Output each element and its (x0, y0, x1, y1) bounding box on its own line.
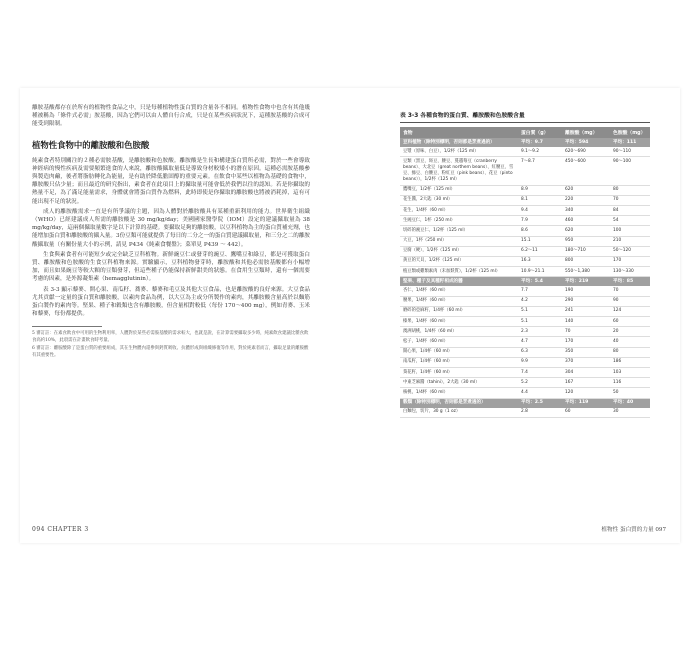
value-cell: 7.7 (518, 286, 562, 296)
value-cell: 90～110 (610, 147, 650, 157)
value-cell: 103 (610, 367, 650, 377)
value-cell: 20 (610, 327, 650, 337)
value-cell: 167 (562, 378, 610, 388)
value-cell: 620 (562, 226, 610, 236)
table-row (400, 378, 650, 388)
value-cell: 7～8.7 (518, 157, 562, 185)
food-cell: 花生醬，2大匙（30 ml） (400, 195, 518, 205)
paragraph: 表 3-3 顯示藜麥、開心果、南瓜籽、蕎麥、藜麥和毛豆及其他大豆食品，也是離胺酸的良好來源。大豆食品尤其貢獻一定量的蛋白質和離胺酸，以素肉食品為例，以大豆為主或分所製作的素肉，其離胺酸含量高於以麵筋蛋白製作的素肉等。堅果、種子和穀類也含有離胺酸，但含量相對較低（每份 170～400 mg），例如青麥、玉米和藜麥，每份都提供。 (32, 286, 310, 318)
value-cell: 16.3 (518, 256, 562, 266)
value-cell: 84 (610, 205, 650, 215)
paragraph: 生食與素食者有可能短少或完全缺乏豆科植物。新鮮豌豆仁或發芽的豌豆、鷹嘴豆和綠豆，都是可獲取蛋白質、離胺酸和色胺酸的生食豆科植物來源。實驗顯示，豆科植物發芽時，離胺酸和其他必需胺基酸都有小幅增加，而且如果豌豆等較大顆的豆類發芽，但這些種子仍能保持新鮮甜美的狀態。在食用生豆類時，還有一個需要考慮的因素，是外源凝集素（hemagglutinin）。 (32, 251, 310, 283)
value-cell: 180～710 (562, 246, 610, 256)
value-cell: 186 (610, 357, 650, 367)
value-cell: 平均：119 (562, 398, 610, 408)
food-cell: 堅果、種子及其種籽相成的醬 (400, 277, 518, 287)
value-cell: 370 (562, 357, 610, 367)
footnote: 6 審訂註：離胺酸除了是蛋白質的重要組成，其在生物體內還參與鈣質吸收、抗體形成與組織修復等作用，對於純素者而言，攝取足量的離胺酸有其重要性。 (32, 346, 309, 358)
table-group-row (400, 138, 650, 147)
table-row (400, 408, 650, 418)
value-cell: 平均：219 (562, 277, 610, 287)
value-cell: 平均：111 (610, 138, 650, 147)
value-cell: 平均：2.5 (518, 398, 562, 408)
table-group-row (400, 398, 650, 408)
section-heading: 植物性食物中的離胺酸和色胺酸 (32, 139, 150, 150)
value-cell: 170 (562, 337, 610, 347)
left-page-text (32, 104, 310, 361)
value-cell: 平均：9.7 (518, 138, 562, 147)
food-cell: 黃豆的天貝，1/2杯（125 ml） (400, 256, 518, 266)
value-cell: 30 (610, 408, 650, 418)
value-cell: 平均：594 (562, 138, 610, 147)
food-cell: 葵花籽，1/4杯（60 ml） (400, 367, 518, 377)
table-row (400, 205, 650, 215)
footnote-divider (32, 326, 102, 327)
value-cell: 4.2 (518, 296, 562, 306)
value-cell: 7.4 (518, 367, 562, 377)
table-row (400, 147, 650, 157)
food-cell: 花生，1/4杯（60 ml） (400, 205, 518, 215)
value-cell: 40 (610, 337, 650, 347)
table-row (400, 357, 650, 367)
value-cell: 7.9 (518, 216, 562, 226)
nutrient-table-block (400, 110, 650, 418)
value-cell: 4.7 (518, 337, 562, 347)
value-cell: 8.9 (518, 185, 562, 195)
value-cell: 54 (610, 216, 650, 226)
right-page (350, 88, 680, 543)
table-row (400, 185, 650, 195)
value-cell: 60 (610, 317, 650, 327)
value-cell: 50 (610, 388, 650, 398)
table-row (400, 157, 650, 185)
value-cell: 15.1 (518, 236, 562, 246)
table-row (400, 337, 650, 347)
value-cell: 124 (610, 306, 650, 316)
value-cell: 290 (562, 296, 610, 306)
value-cell: 50～120 (610, 246, 650, 256)
paragraph: 成人的離胺酸需求一直是有所爭議的主題，因為人體對於離胺酸具有某種重新利用的能力。世界衛生組織（WHO）已經建議成人所需的離胺酸是 30 mg/kg/day；美國國家醫學院（IOM）設定的建議攝取量為 38 mg/kg/day，這兩個攝取量數字是以下計算的基礎。要攝取足夠的離胺酸，以豆科植物為主的蛋白質補充劑，也能增加蛋白質和離胺酸的攝入量。3份豆類可能就提供了每日的二分之一的蛋白質建議攝取量，和三分之二的離胺酸攝取量（有關份量大小的示例，請見 P434《純素食餐盤》；菜單見 P439 ～ 442）。 (32, 208, 310, 248)
table-row (400, 388, 650, 398)
food-cell: 穀類（除特別標明，否則都是烹煮過的） (400, 398, 518, 408)
food-cell: 中東芝麻醬（tahini），2大匙（30 ml） (400, 378, 518, 388)
food-cell: 鷹嘴豆，1/2杯（125 ml） (400, 185, 518, 195)
paragraph: 純素食者特別關注的２種必需胺基酸，是離胺酸和色胺酸。離胺酸是生長和構建蛋白質所必需，對於一些會導致神經病的慢性疾病及需要頻繁進食的人來說，離胺酸攝取量低是導致身材較矮小的潛在原因。這種必需胺基酸參與製造肉鹼，後者將脂肪轉化為能量，是有助於降低膽固醇的重要元素。在飲食中某些以植物為基礎的食物中，離胺酸只佔少量；而且最近的研究指出，素食者在此項目上的攝取量可能會低於我們以往的認知。若是你攝取的熱量不足，為了滿足能量需求，身體就會將蛋白質作為燃料，此時即使是你攝取的離胺酸也將被消耗掉，這有可能出現不足的狀況。 (32, 157, 310, 205)
value-cell: 70 (610, 286, 650, 296)
food-cell: 腰果，1/4杯（60 ml） (400, 296, 518, 306)
page-folio-right: 植物性 蛋白質的力量 097 (601, 527, 666, 533)
table-group-row (400, 277, 650, 287)
food-cell: 磨碎的亞麻籽，1/4杯（60 ml） (400, 306, 518, 316)
value-cell: 9.9 (518, 357, 562, 367)
value-cell: 340 (562, 205, 610, 215)
value-cell: 140 (562, 317, 610, 327)
table-row (400, 286, 650, 296)
column-header: 離胺酸（mg） (562, 127, 610, 138)
value-cell: 2.8 (518, 408, 562, 418)
value-cell: 5.1 (518, 317, 562, 327)
table-row (400, 367, 650, 377)
value-cell: 100 (610, 226, 650, 236)
nutrient-table (400, 127, 650, 418)
food-cell: 松子，1/4杯（60 ml） (400, 337, 518, 347)
food-cell: 杏仁，1/4杯（60 ml） (400, 286, 518, 296)
food-cell: 澳洲胡桃，1/4杯（60 ml） (400, 327, 518, 337)
table-row (400, 226, 650, 236)
table-row (400, 347, 650, 357)
value-cell: 平均：5.4 (518, 277, 562, 287)
value-cell: 5.1 (518, 306, 562, 316)
value-cell: 190 (562, 286, 610, 296)
value-cell: 450～600 (562, 157, 610, 185)
value-cell: 550～1,380 (562, 267, 610, 277)
value-cell: 4.4 (518, 388, 562, 398)
value-cell: 170 (610, 256, 650, 266)
food-cell: 南瓜籽，1/4杯（60 ml） (400, 357, 518, 367)
left-page (20, 88, 350, 543)
value-cell: 2.3 (518, 327, 562, 337)
table-row (400, 195, 650, 205)
value-cell: 210 (610, 236, 650, 246)
value-cell: 350 (562, 347, 610, 357)
value-cell: 800 (562, 256, 610, 266)
food-cell: 豆腐（硬），1/2杯（125 ml） (400, 246, 518, 256)
food-cell: 榛果，1/4杯（60 ml） (400, 317, 518, 327)
value-cell: 70 (562, 327, 610, 337)
value-cell: 90 (610, 296, 650, 306)
food-cell: 植豆類或雞類素肉（未加麩質），1/2杯（125 ml） (400, 267, 518, 277)
table-title: 表 3-3 各種食物的蛋白質、離胺酸和色胺酸含量 (400, 110, 650, 123)
value-cell: 6.3 (518, 347, 562, 357)
value-cell: 80 (610, 347, 650, 357)
table-row (400, 296, 650, 306)
value-cell: 130～330 (610, 267, 650, 277)
column-header: 蛋白質（g） (518, 127, 562, 138)
value-cell: 10.9～21.1 (518, 267, 562, 277)
food-cell: 切碎的豌豆仁，1/2杯（125 ml） (400, 226, 518, 236)
value-cell: 9.4 (518, 205, 562, 215)
column-header: 色胺酸（mg） (610, 127, 650, 138)
food-cell: 開心果，1/4杯（60 ml） (400, 347, 518, 357)
value-cell: 620～690 (562, 147, 610, 157)
value-cell: 620 (562, 185, 610, 195)
table-row (400, 306, 650, 316)
food-cell: 大豆，1杯（250 ml） (400, 236, 518, 246)
footnote: 5 審訂註：在素食飲食中可用的生物利用率，人體對於某些必需胺基酸的需求較大，也就是說，在計算需要攝取多少時，純素飲食建議比雜食飲食高約10%，此項需在計畫飲食時考量。 (32, 331, 309, 343)
food-cell: 豆科植物（除特別標明，否則都是烹煮過的） (400, 138, 518, 147)
value-cell: 9.1～9.2 (518, 147, 562, 157)
value-cell: 460 (562, 216, 610, 226)
value-cell: 平均：40 (610, 398, 650, 408)
value-cell: 80 (610, 185, 650, 195)
food-cell: 白麵包，切片，30 g（1 oz） (400, 408, 518, 418)
value-cell: 8.6 (518, 226, 562, 236)
value-cell: 5.2 (518, 378, 562, 388)
value-cell: 平均：85 (610, 277, 650, 287)
table-row (400, 246, 650, 256)
book-spread (20, 88, 680, 543)
page-folio-left: 094 CHAPTER 3 (32, 526, 89, 533)
table-header-row (400, 127, 650, 138)
value-cell: 8.1 (518, 195, 562, 205)
value-cell: 6.2～11 (518, 246, 562, 256)
value-cell: 241 (562, 306, 610, 316)
paragraph: 離胺基酸都存在於所有的植物性食品之中，只是每種植物性蛋白質的含量各不相同。植物性食物中也含有其他幾種被稱為「條件式必需」胺基酸，因為它們可以由人體自行合成，只是在某些疾病狀況下，這種胺基酸的合成可能受到限制。 (32, 105, 310, 128)
table-row (400, 256, 650, 266)
table-row (400, 216, 650, 226)
food-cell: 生豌豆仁，1杯（250 ml） (400, 216, 518, 226)
value-cell: 220 (562, 195, 610, 205)
value-cell: 70 (610, 195, 650, 205)
value-cell: 950 (562, 236, 610, 246)
food-cell: 豆漿（原味、白豆），1/2杯（125 ml） (400, 147, 518, 157)
value-cell: 120 (562, 388, 610, 398)
value-cell: 116 (610, 378, 650, 388)
table-row (400, 327, 650, 337)
value-cell: 60 (562, 408, 610, 418)
value-cell: 90～100 (610, 157, 650, 185)
table-row (400, 317, 650, 327)
table-row (400, 267, 650, 277)
food-cell: 豆類（黑豆、斑豆、腰豆、蔓越莓豆（cranberry beans）、大北豆（great northern beans）、紅腰豆、雪豆、綠豆、白腰豆、粉紅豆（pink beans）、花豆（pinto beans）），1/2杯（125 ml） (400, 157, 518, 185)
table-row (400, 236, 650, 246)
column-header: 食物 (400, 127, 518, 138)
value-cell: 304 (562, 367, 610, 377)
food-cell: 核桃，1/4杯（60 ml） (400, 388, 518, 398)
